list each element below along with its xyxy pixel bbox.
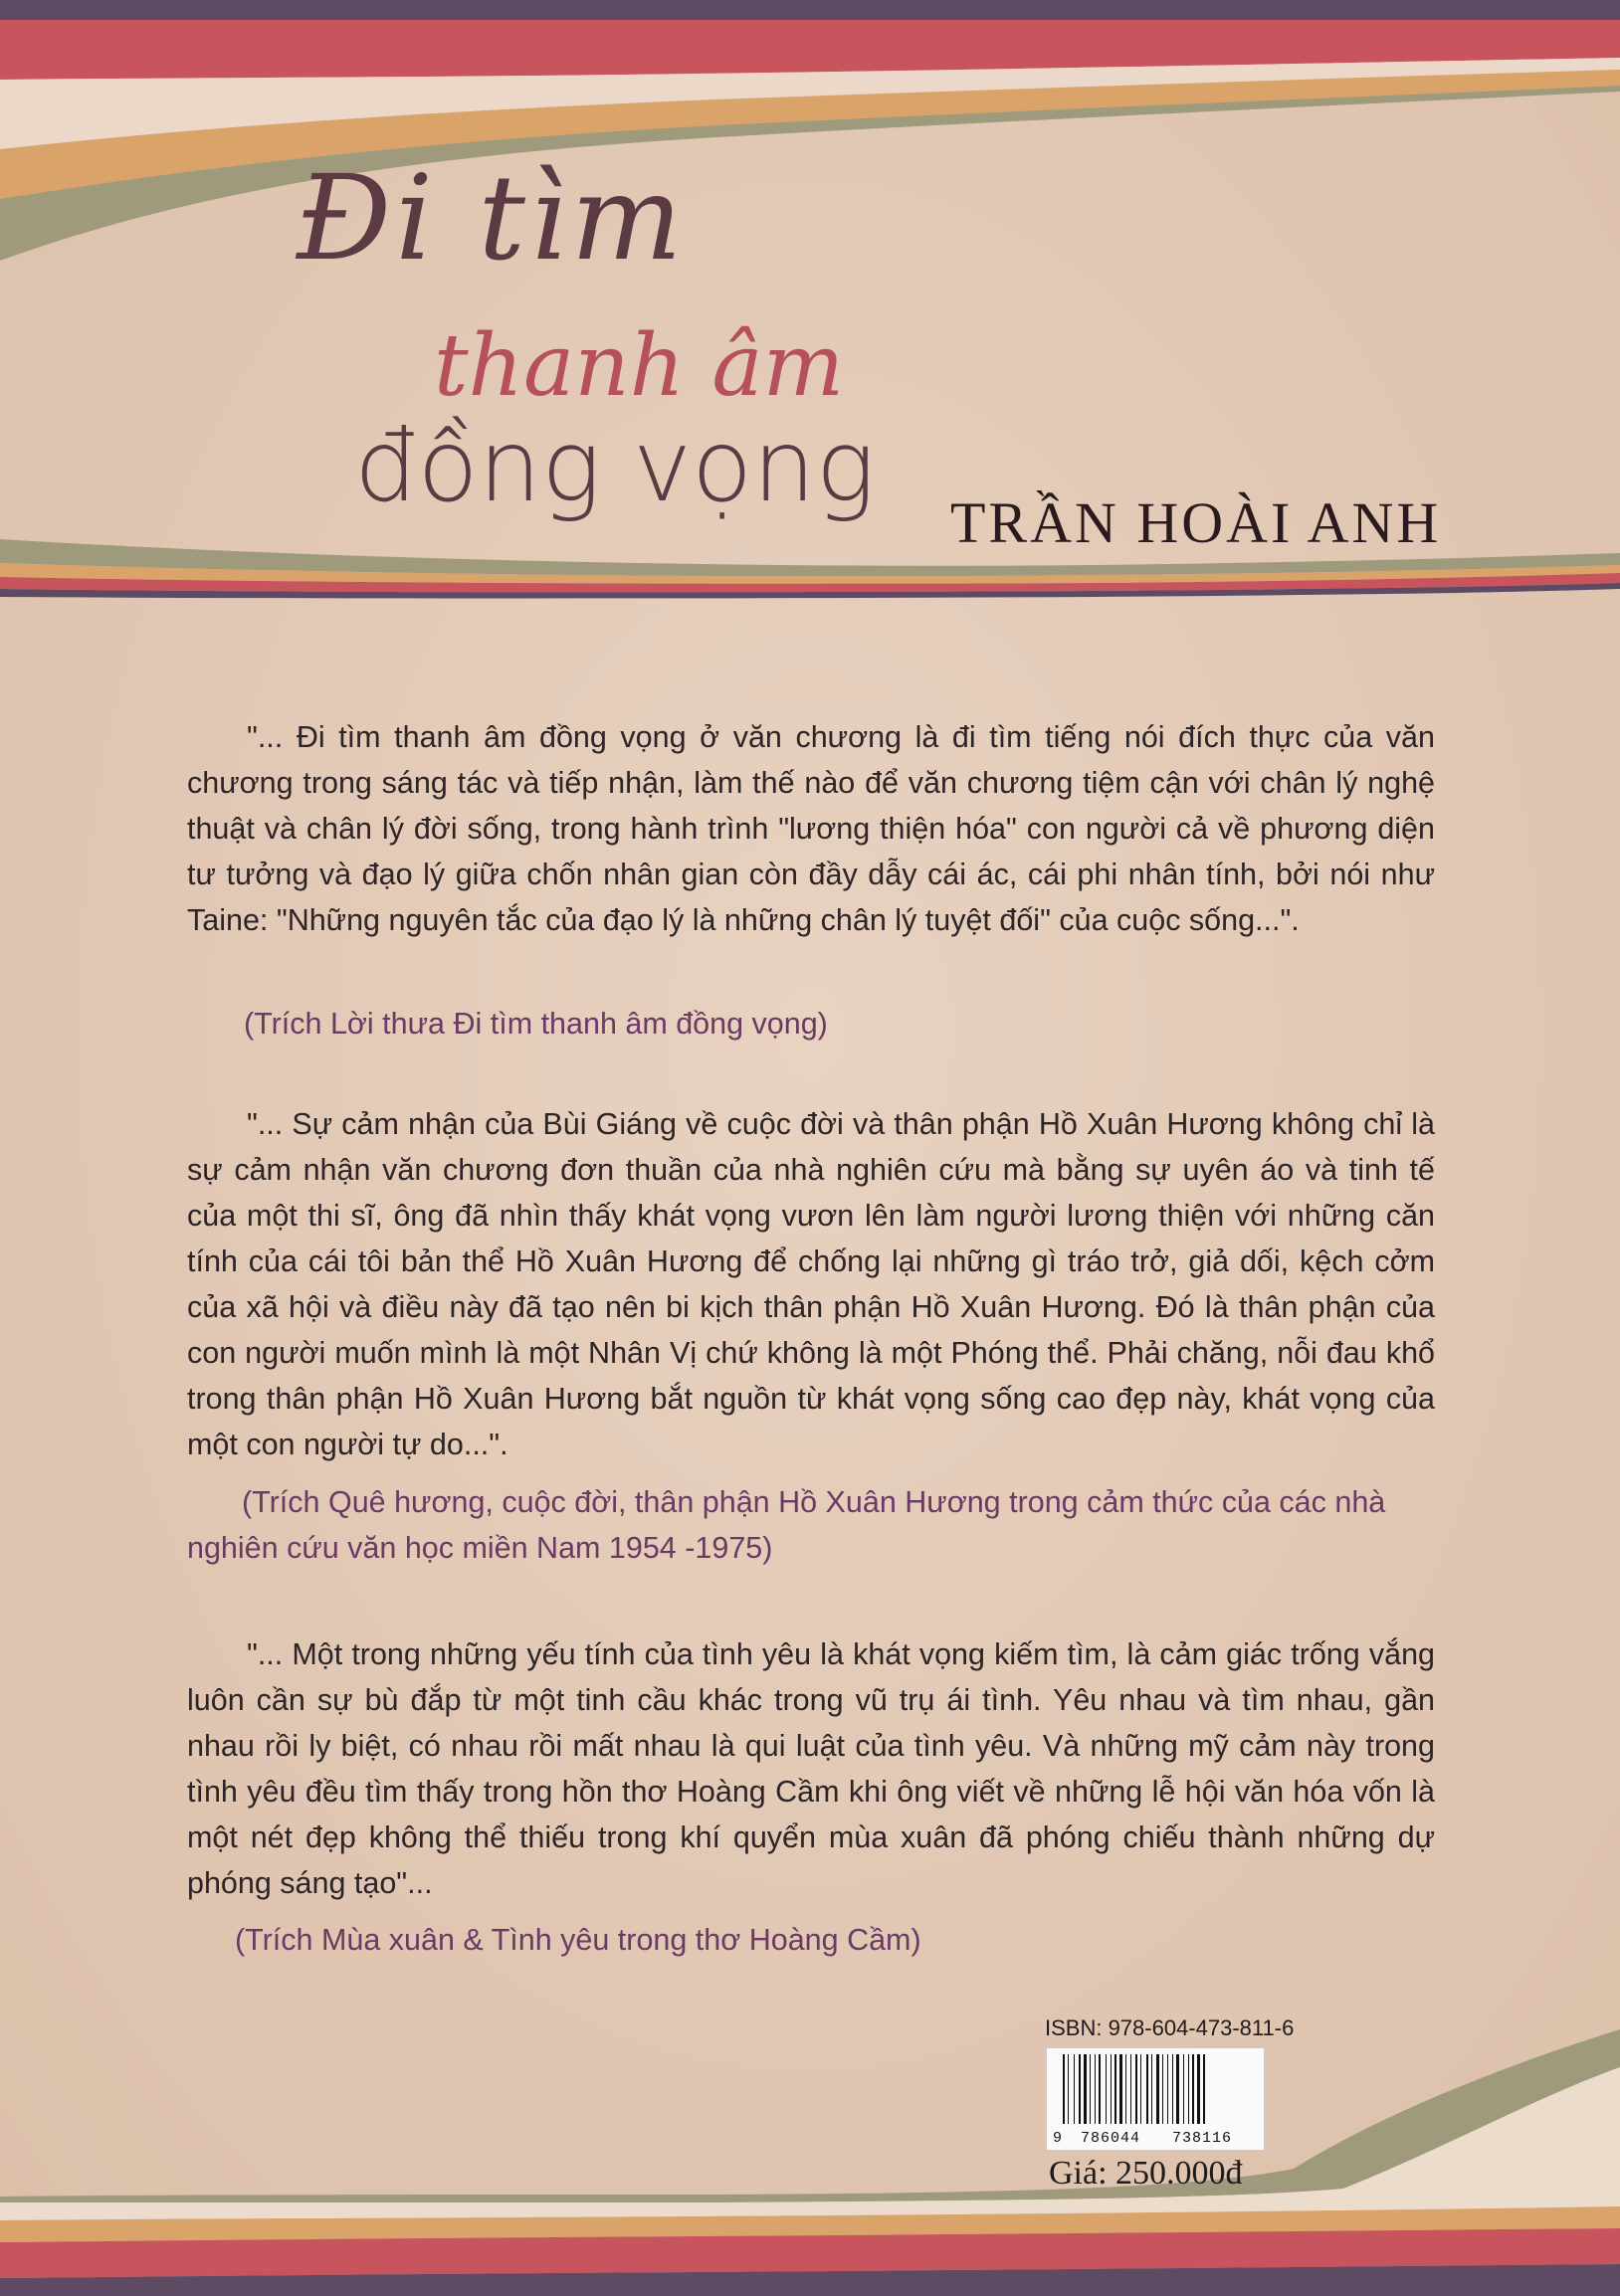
barcode-bar [1130, 2054, 1131, 2124]
barcode-bar [1146, 2054, 1148, 2124]
barcode-bar [1074, 2054, 1075, 2124]
title-line-2: thanh âm [434, 316, 845, 416]
barcode-digits-right: 738116 [1172, 2130, 1233, 2147]
barcode-bar [1099, 2054, 1101, 2124]
barcode-bar [1167, 2054, 1168, 2124]
barcode-bar [1090, 2054, 1091, 2124]
barcode-bar [1203, 2054, 1205, 2124]
excerpt-1-source: (Trích Lời thưa Đi tìm thanh âm đồng vọng) [244, 1007, 828, 1041]
barcode-bar [1079, 2054, 1081, 2124]
barcode-bar [1106, 2054, 1107, 2124]
barcode-digit-first: 9 [1053, 2130, 1063, 2147]
price-label: Giá: 250.000đ [1049, 2155, 1243, 2192]
barcode-bar [1135, 2054, 1137, 2124]
barcode-bar [1063, 2054, 1065, 2124]
excerpt-2-text: "... Sự cảm nhận của Bùi Giáng về cuộc đời và thân phận Hồ Xuân Hương không chỉ là sự cảm nhận văn chương đơn thuần của nhà nghiên cứu mà bằng sự uyên áo và tinh tế của một thi sĩ, ông đã nhìn thấy khát vọng vươn lên làm người lương thiện với những căn tính của cái tôi bản thể Hồ Xuân Hương để chống lại những gì tráo trở, giả dối, kệch cởm của xã hội và điều này đã tạo nên bi kịch thân phận Hồ Xuân Hương. Đó là thân phận của con người muốn mình là một Nhân Vị chứ không là một Phóng thể. Phải chăng, nỗi đau khổ trong thân phận Hồ Xuân Hương bắt nguồn từ khát vọng sống cao đẹp này, khát vọng của một con người tự do...". [187, 1107, 1435, 1461]
author-name: TRẦN HOÀI ANH [950, 490, 1442, 555]
barcode-bars [1047, 2048, 1264, 2130]
barcode-bar [1176, 2054, 1179, 2124]
excerpt-3-text: "... Một trong những yếu tính của tình yêu là khát vọng kiếm tìm, là cảm giác trống vắng luôn cần sự bù đắp từ một tinh cầu khác trong vũ trụ ái tình. Yêu nhau và tìm nhau, gần nhau rồi ly biệt, có nhau rồi mất nhau là qui luật của tình yêu. Và những mỹ cảm này trong tình yêu đều tìm thấy trong hồn thơ Hoàng Cầm khi ông viết về những lễ hội văn hóa vốn là một nét đẹp không thể thiếu trong khí quyển mùa xuân đã phóng chiếu thành những dự phóng sáng tạo"... [187, 1637, 1435, 1900]
barcode-bar [1197, 2054, 1200, 2124]
barcode-bar [1183, 2054, 1184, 2124]
barcode-bar [1114, 2054, 1116, 2124]
barcode-bar [1140, 2054, 1141, 2124]
barcode-bar [1172, 2054, 1173, 2124]
barcode-bar [1151, 2054, 1152, 2124]
barcode-bar [1095, 2054, 1096, 2124]
isbn-label: ISBN: 978-604-473-811-6 [1045, 2015, 1295, 2040]
barcode-bar [1119, 2054, 1122, 2124]
barcode-bar [1111, 2054, 1112, 2124]
barcode-digits-left: 786044 [1081, 2130, 1141, 2147]
title-line-3: đồng vọng [354, 408, 876, 524]
barcode-bar [1188, 2054, 1189, 2124]
excerpt-1-text: "... Đi tìm thanh âm đồng vọng ở văn chương là đi tìm tiếng nói đích thực của văn chương trong sáng tác và tiếp nhận, làm thế nào để văn chương tiệm cận với chân lý nghệ thuật và chân lý đời sống, trong hành trình "lương thiện hóa" con người cả về phương diện tư tưởng và đạo lý giữa chốn nhân gian còn đầy dẫy cái ác, cái phi nhân tính, bởi nói như Taine: "Những nguyên tắc của đạo lý là những chân lý tuyệt đối" của cuộc sống...". [187, 720, 1435, 937]
barcode-bar [1156, 2054, 1159, 2124]
barcode-bar [1084, 2054, 1087, 2124]
barcode-bar [1162, 2054, 1163, 2124]
barcode-bar [1068, 2054, 1069, 2124]
excerpt-2-source: (Trích Quê hương, cuộc đời, thân phận Hồ Xuân Hương trong cảm thức của các nhà nghiên cứu văn học miền Nam 1954 -1975) [187, 1485, 1386, 1565]
excerpt-3-source: (Trích Mùa xuân & Tình yêu trong thơ Hoàng Cầm) [235, 1923, 921, 1957]
title-line-1: Đi tìm [297, 149, 687, 287]
barcode [1046, 2047, 1265, 2151]
barcode-bar [1125, 2054, 1126, 2124]
barcode-bar [1192, 2054, 1194, 2124]
